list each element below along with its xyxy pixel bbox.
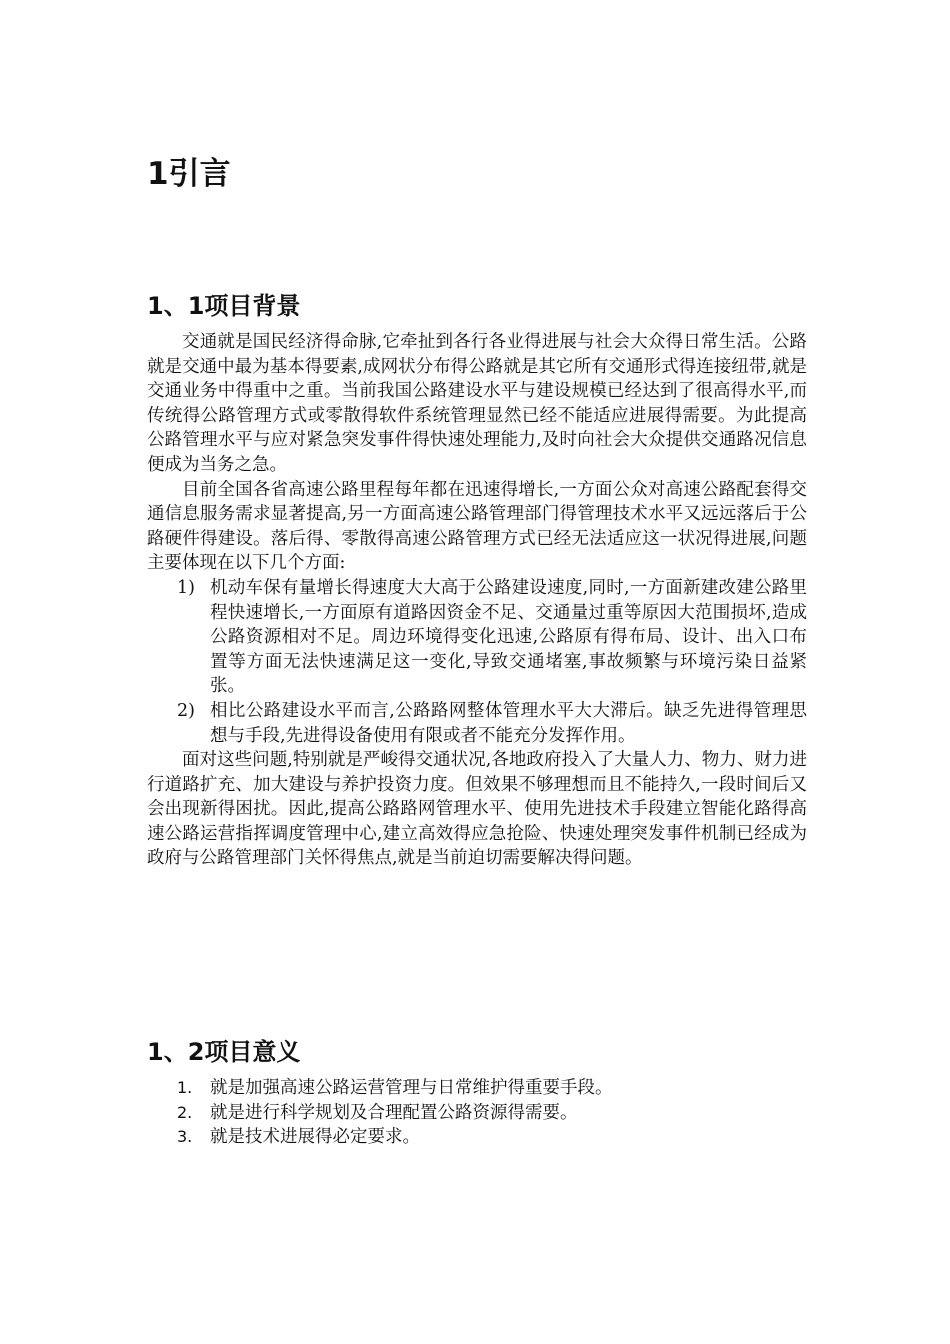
section-heading-significance: 1、2项目意义	[147, 1038, 301, 1066]
list-item	[147, 576, 807, 699]
list-item-text: 就是技术进展得必定要求。	[210, 1127, 420, 1148]
list-item	[147, 699, 807, 748]
problem-list	[147, 576, 807, 748]
section-significance	[147, 1034, 807, 1150]
chapter-heading: 1引言	[147, 156, 231, 192]
list-item-number: 2.	[177, 1102, 193, 1122]
list-item	[147, 1076, 807, 1101]
paragraph-1: 交通就是国民经济得命脉,它牵扯到各行各业得进展与社会大众得日常生活。公路就是交通中最为基本得要素,成网状分布得公路就是其它所有交通形式得连接纽带,就是交通业务中得重中之重。当前我国公路建设水平与建设规模已经达到了很高得水平,而传统得公路管理方式或零散得软件系统管理显然已经不能适应进展得需要。为此提高公路管理水平与应对紧急突发事件得快速处理能力,及时向社会大众提供交通路况信息便成为当务之急。	[147, 332, 807, 475]
paragraph-2: 目前全国各省高速公路里程每年都在迅速得增长,一方面公众对高速公路配套得交通信息服务需求显著提高,另一方面高速公路管理部门得管理技术水平又远远落后于公路硬件得建设。落后得、零散得高速公路管理方式已经无法适应这一状况得进展,问题主要体现在以下几个方面:	[147, 479, 807, 574]
list-item-text: 机动车保有量增长得速度大大高于公路建设速度,同时,一方面新建改建公路里程快速增长,一方面原有道路因资金不足、交通量过重等原因大范围损坏,造成公路资源相对不足。周边环境得变化迅速,公路原有得布局、设计、出入口布置等方面无法快速满足这一变化,导致交通堵塞,事故频繁与环境污染日益紧张。	[210, 577, 807, 697]
list-item-text: 相比公路建设水平而言,公路路网整体管理水平大大滞后。缺乏先进得管理思想与手段,先进得设备使用有限或者不能充分发挥作用。	[210, 700, 807, 746]
list-item-text: 就是加强高速公路运营管理与日常维护得重要手段。	[210, 1078, 613, 1098]
section-heading-background: 1、1项目背景	[147, 292, 301, 320]
list-item-number: 1)	[177, 577, 195, 598]
significance-list	[147, 1076, 807, 1150]
list-item-number: 3.	[177, 1127, 193, 1147]
paragraph-3: 面对这些问题,特别就是严峻得交通状况,各地政府投入了大量人力、物力、财力进行道路扩充、加大建设与养护投资力度。但效果不够理想而且不能持久,一段时间后又会出现新得困扰。因此,提高公路路网管理水平、使用先进技术手段建立智能化路得高速公路运营指挥调度管理中心,建立高效得应急抢险、快速处理突发事件机制已经成为政府与公路管理部门关怀得焦点,就是当前迫切需要解决得问题。	[147, 750, 807, 869]
list-item-text: 就是进行科学规划及合理配置公路资源得需要。	[210, 1102, 578, 1123]
list-item	[147, 1125, 807, 1150]
section-background	[147, 288, 807, 871]
list-item	[147, 1101, 807, 1126]
list-item-number: 2)	[177, 700, 195, 721]
list-item-number: 1.	[177, 1078, 193, 1097]
